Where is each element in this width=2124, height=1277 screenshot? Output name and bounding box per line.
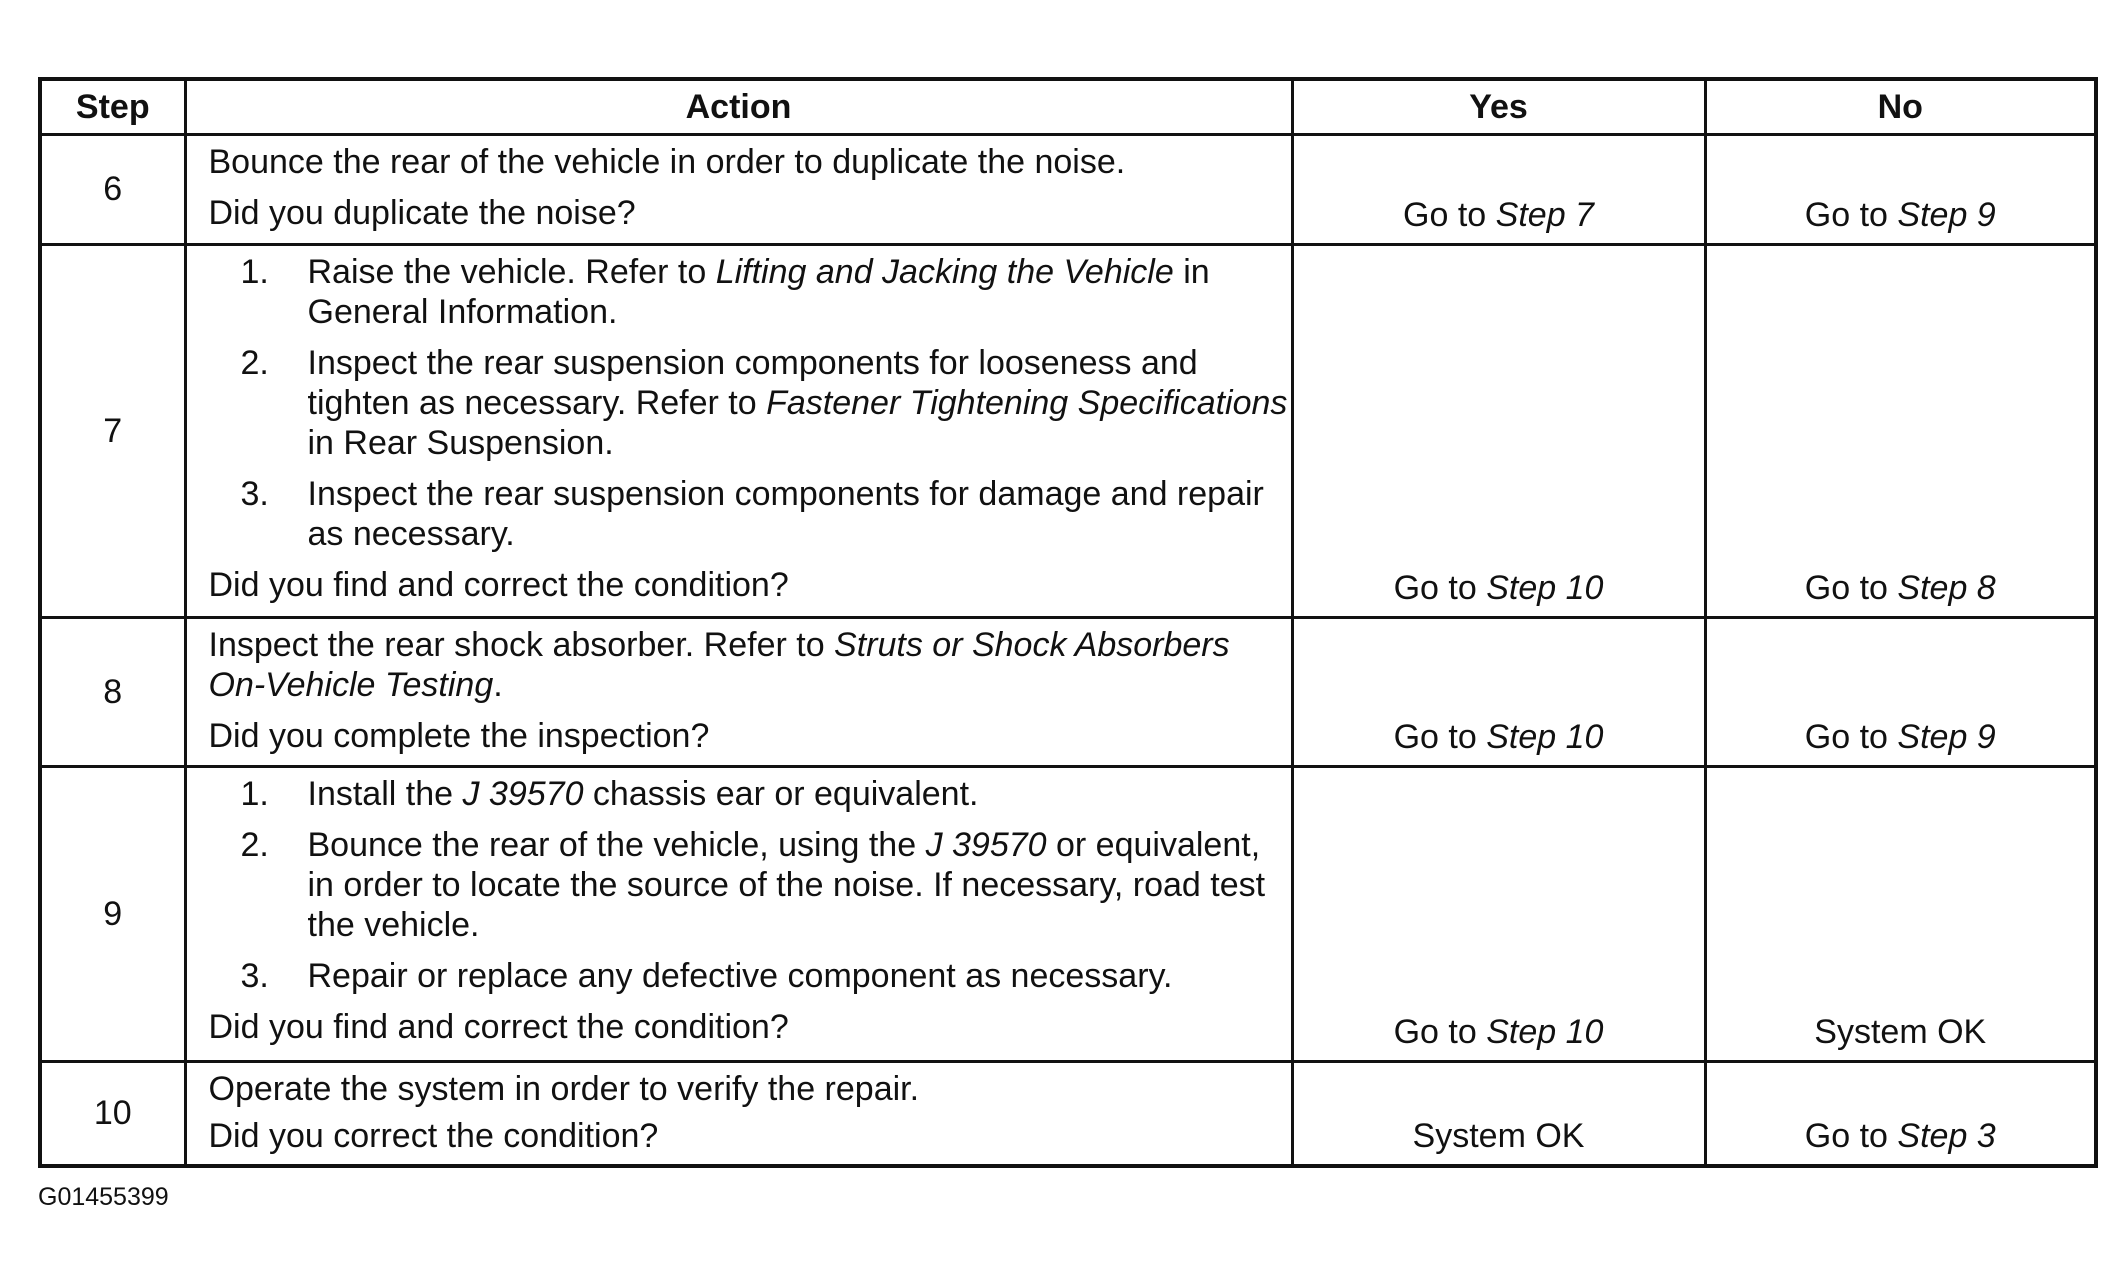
diagnostic-table xyxy=(38,77,2098,1168)
action-cell xyxy=(185,618,1292,767)
no-prefix: Go to xyxy=(1804,1116,1888,1155)
reference-link[interactable]: Fastener Tightening Specifications xyxy=(766,384,1288,422)
header-yes: Yes xyxy=(1292,79,1705,135)
item-text: Repair or replace any defective component as necessary. xyxy=(307,957,1173,995)
list-item xyxy=(209,774,1291,814)
action-text: Operate the system in order to verify the repair. xyxy=(208,1070,920,1108)
item-text: in Rear Suspension. xyxy=(307,424,614,462)
header-no: No xyxy=(1705,79,2096,135)
no-step-link[interactable]: Step 3 xyxy=(1897,1116,1996,1155)
item-text: in General Information. xyxy=(307,253,1210,331)
no-cell xyxy=(1705,135,2096,245)
table-row-step-8 xyxy=(40,618,2096,767)
list-item xyxy=(209,252,1291,332)
item-text: Bounce the rear of the vehicle, using the xyxy=(307,826,926,864)
step-number: 8 xyxy=(40,618,185,767)
yes-prefix: Go to xyxy=(1393,1013,1477,1051)
action-text xyxy=(209,625,1291,705)
step-number: 6 xyxy=(40,135,185,245)
table-row-step-7 xyxy=(40,245,2096,618)
no-cell xyxy=(1705,245,2096,618)
no-step-link[interactable]: Step 9 xyxy=(1897,718,1996,756)
reference-link[interactable]: Struts or Shock Absorbers On-Vehicle Testing xyxy=(208,626,1230,704)
item-number: 1. xyxy=(240,775,269,813)
no-cell xyxy=(1705,1062,2096,1166)
item-text: or equivalent, in order to locate the source of the noise. If necessary, road test the vehicle. xyxy=(307,826,1266,944)
no-cell xyxy=(1705,618,2096,767)
question-text: Did you duplicate the noise? xyxy=(208,194,636,232)
item-number: 1. xyxy=(240,253,269,291)
step-number: 9 xyxy=(40,767,185,1062)
action-list xyxy=(209,252,1291,554)
list-item xyxy=(209,825,1291,945)
action-text-part: Inspect the rear shock absorber. Refer to xyxy=(208,626,835,664)
item-text: Raise the vehicle. Refer to xyxy=(307,253,716,291)
figure-id: G01455399 xyxy=(38,1183,169,1211)
item-number: 3. xyxy=(240,475,269,513)
no-prefix: Go to xyxy=(1804,196,1888,234)
yes-step-link[interactable]: Step 10 xyxy=(1486,718,1604,756)
header-row xyxy=(40,79,2096,135)
step-number: 10 xyxy=(40,1062,185,1166)
tool-reference[interactable]: J 39570 xyxy=(462,775,584,813)
item-text: chassis ear or equivalent. xyxy=(583,775,979,813)
item-number: 2. xyxy=(240,826,269,864)
yes-prefix: Go to xyxy=(1393,569,1477,607)
yes-prefix: Go to xyxy=(1393,718,1477,756)
yes-step-link[interactable]: Step 7 xyxy=(1495,196,1594,234)
tool-reference[interactable]: J 39570 xyxy=(925,826,1047,864)
yes-cell xyxy=(1292,767,1705,1062)
yes-cell xyxy=(1292,618,1705,767)
action-list xyxy=(209,774,1291,996)
no-prefix: Go to xyxy=(1804,569,1888,607)
table-row-step-6 xyxy=(40,135,2096,245)
no-step-link[interactable]: Step 9 xyxy=(1897,196,1996,234)
action-text: Bounce the rear of the vehicle in order to duplicate the noise. xyxy=(208,143,1126,181)
yes-cell xyxy=(1292,245,1705,618)
question-text: Did you find and correct the condition? xyxy=(208,1008,789,1046)
reference-link[interactable]: Lifting and Jacking the Vehicle xyxy=(715,253,1174,291)
item-number: 2. xyxy=(240,344,269,382)
list-item xyxy=(209,343,1291,463)
yes-cell xyxy=(1292,135,1705,245)
no-result: System OK xyxy=(1814,1013,1987,1051)
header-step: Step xyxy=(40,79,185,135)
no-prefix: Go to xyxy=(1804,718,1888,756)
question-text: Did you complete the inspection? xyxy=(208,717,710,755)
no-step-link[interactable]: Step 8 xyxy=(1897,569,1996,607)
table-row-step-9 xyxy=(40,767,2096,1062)
yes-step-link[interactable]: Step 10 xyxy=(1486,1013,1604,1051)
yes-step-link[interactable]: Step 10 xyxy=(1486,569,1604,607)
item-text: Install the xyxy=(307,775,463,813)
action-cell xyxy=(185,245,1292,618)
table-row-step-10 xyxy=(40,1062,2096,1166)
item-text: Inspect the rear suspension components for damage and repair as necessary. xyxy=(307,475,1264,553)
question-text: Did you correct the condition? xyxy=(208,1117,659,1155)
header-action: Action xyxy=(185,79,1292,135)
item-text: Inspect the rear suspension components for looseness and tighten as necessary. Refer to xyxy=(307,344,1198,422)
yes-result: System OK xyxy=(1412,1116,1585,1155)
action-cell xyxy=(185,1062,1292,1166)
no-cell xyxy=(1705,767,2096,1062)
step-number: 7 xyxy=(40,245,185,618)
list-item xyxy=(209,474,1291,554)
question-text: Did you find and correct the condition? xyxy=(208,566,789,604)
yes-prefix: Go to xyxy=(1403,196,1487,234)
list-item xyxy=(209,956,1291,996)
item-number: 3. xyxy=(240,957,269,995)
action-text-part: . xyxy=(493,666,503,704)
action-cell xyxy=(185,767,1292,1062)
yes-cell xyxy=(1292,1062,1705,1166)
action-cell xyxy=(185,135,1292,245)
